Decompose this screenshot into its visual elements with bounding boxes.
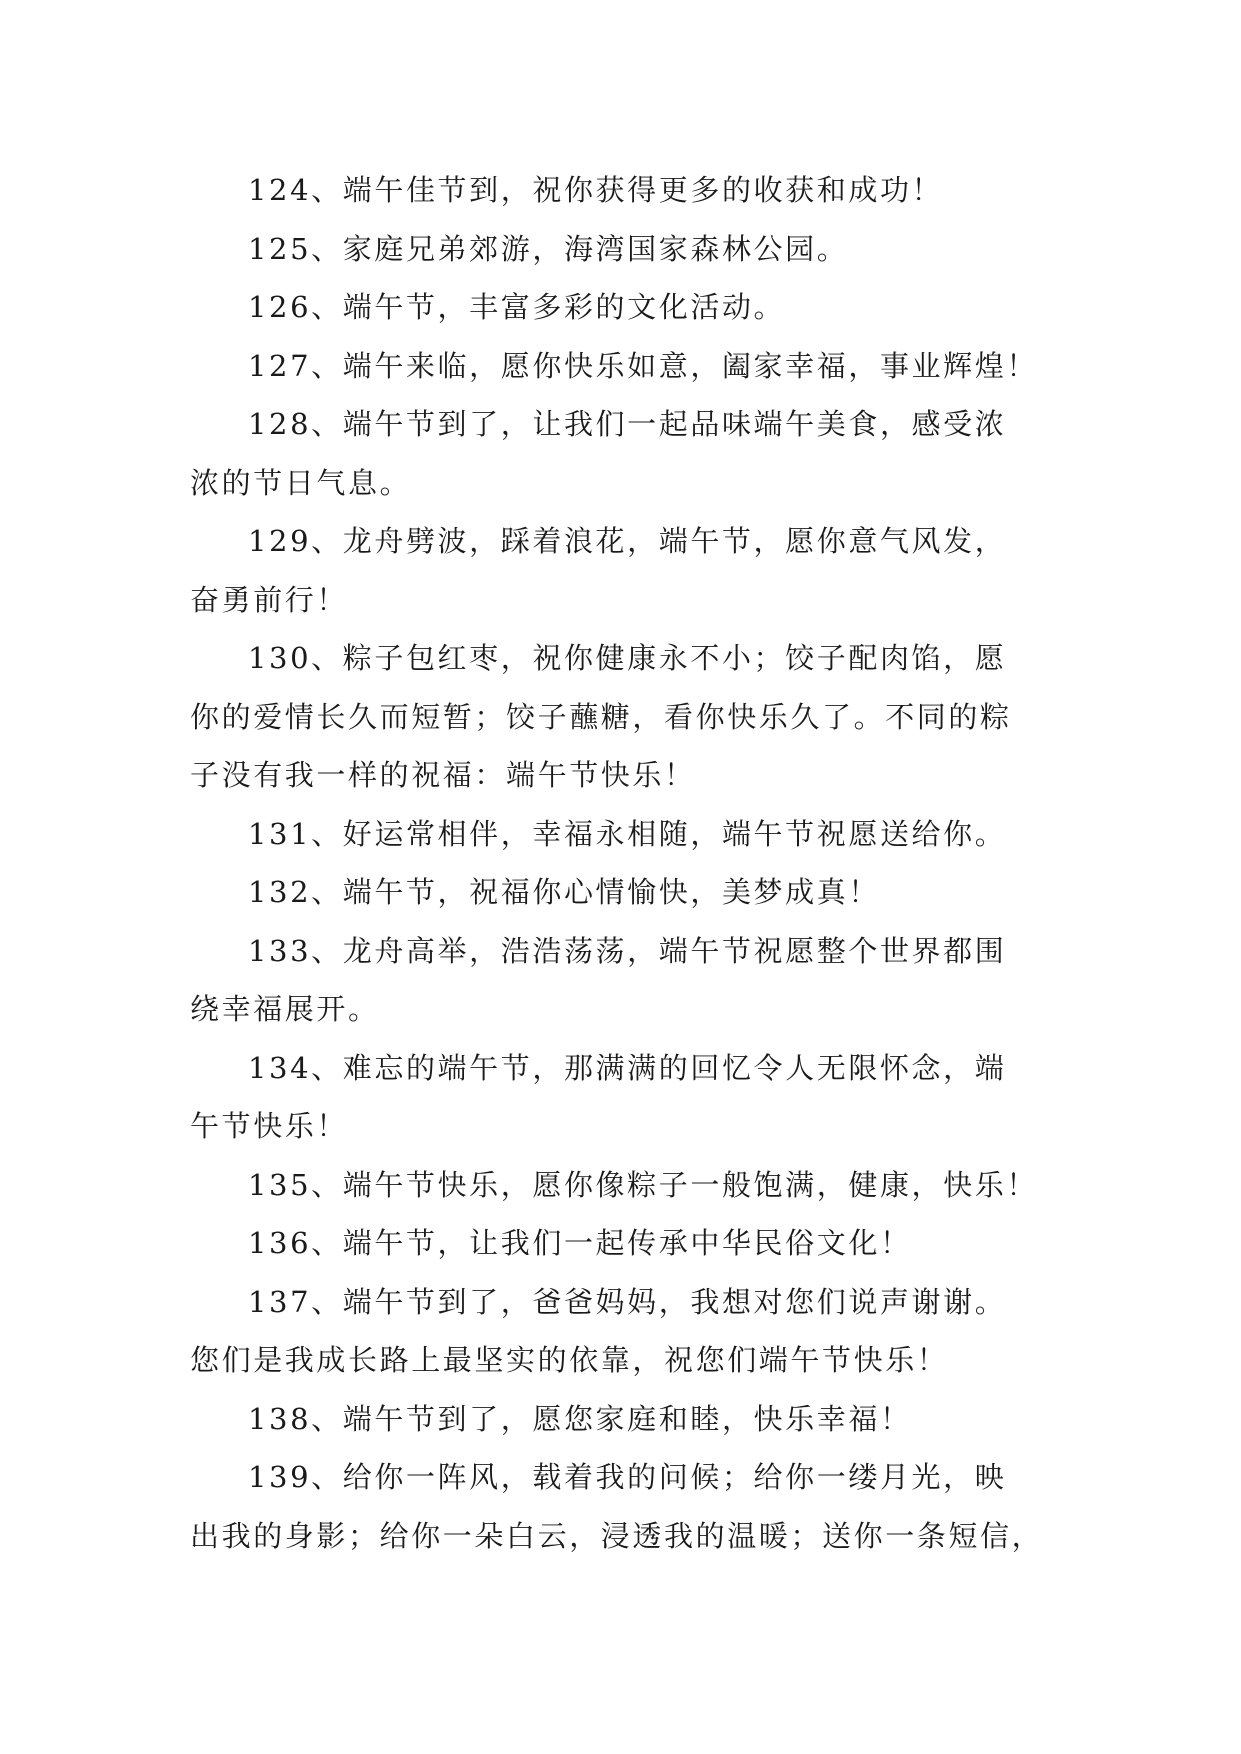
- paragraph-line: 138、端午节到了，愿您家庭和睦，快乐幸福！: [248, 1401, 912, 1436]
- paragraph-line: 131、好运常相伴，幸福永相随，端午节祝愿送给你。: [248, 816, 1007, 851]
- paragraph-131: [190, 805, 1060, 864]
- paragraph-line: 您们是我成长路上最坚实的依靠，祝您们端午节快乐！: [190, 1343, 949, 1377]
- paragraph-line: 子没有我一样的祝福：端午节快乐！: [190, 758, 696, 792]
- paragraph-line: 129、龙舟劈波，踩着浪花，端午节，愿你意气风发，: [248, 524, 1007, 558]
- paragraph-line: 132、端午节，祝福你心情愉快，美梦成真！: [248, 875, 880, 909]
- paragraph-line: 135、端午节快乐，愿你像粽子一般饱满，健康，快乐！: [248, 1167, 1038, 1202]
- paragraph-133: [190, 922, 1060, 1039]
- paragraph-line: 奋勇前行！: [190, 582, 349, 617]
- paragraph-line: 124、端午佳节到，祝你获得更多的收获和成功！: [248, 173, 944, 207]
- paragraph-135: [190, 1156, 1060, 1215]
- paragraph-124: [190, 161, 1060, 220]
- paragraph-130: [190, 629, 1060, 805]
- paragraph-line: 127、端午来临，愿你快乐如意，阖家幸福，事业辉煌！: [248, 348, 1038, 383]
- paragraph-line: 133、龙舟高举，浩浩荡荡，端午节祝愿整个世界都围: [248, 933, 1007, 968]
- paragraph-line: 午节快乐！: [190, 1109, 349, 1143]
- paragraph-138: [190, 1390, 1060, 1449]
- paragraph-126: [190, 278, 1060, 337]
- paragraph-129: [190, 512, 1060, 629]
- document-body: [190, 161, 1060, 1565]
- paragraph-127: [190, 337, 1060, 396]
- paragraph-139: [190, 1448, 1060, 1565]
- paragraph-line: 你的爱情长久而短暂；饺子蘸糖，看你快乐久了。不同的粽: [190, 699, 1012, 734]
- paragraph-136: [190, 1214, 1060, 1273]
- paragraph-line: 136、端午节，让我们一起传承中华民俗文化！: [248, 1226, 912, 1260]
- paragraph-137: [190, 1273, 1060, 1390]
- paragraph-line: 137、端午节到了，爸爸妈妈，我想对您们说声谢谢。: [248, 1284, 1007, 1319]
- paragraph-line: 130、粽子包红枣，祝你健康永不小；饺子配肉馅，愿: [248, 641, 1007, 675]
- paragraph-line: 绕幸福展开。: [190, 992, 380, 1026]
- paragraph-line: 125、家庭兄弟郊游，海湾国家森林公园。: [248, 231, 849, 266]
- paragraph-line: 浓的节日气息。: [190, 465, 412, 500]
- paragraph-132: [190, 863, 1060, 922]
- paragraph-line: 126、端午节，丰富多彩的文化活动。: [248, 290, 786, 324]
- paragraph-line: 139、给你一阵风，载着我的问候；给你一缕月光，映: [248, 1460, 1007, 1494]
- paragraph-line: 128、端午节到了，让我们一起品味端午美食，感受浓: [248, 407, 1007, 441]
- paragraph-line: 出我的身影；给你一朵白云，浸透我的温暖；送你一条短信，: [190, 1518, 1044, 1553]
- paragraph-134: [190, 1039, 1060, 1156]
- paragraph-125: [190, 220, 1060, 279]
- paragraph-128: [190, 395, 1060, 512]
- paragraph-line: 134、难忘的端午节，那满满的回忆令人无限怀念，端: [248, 1050, 1007, 1085]
